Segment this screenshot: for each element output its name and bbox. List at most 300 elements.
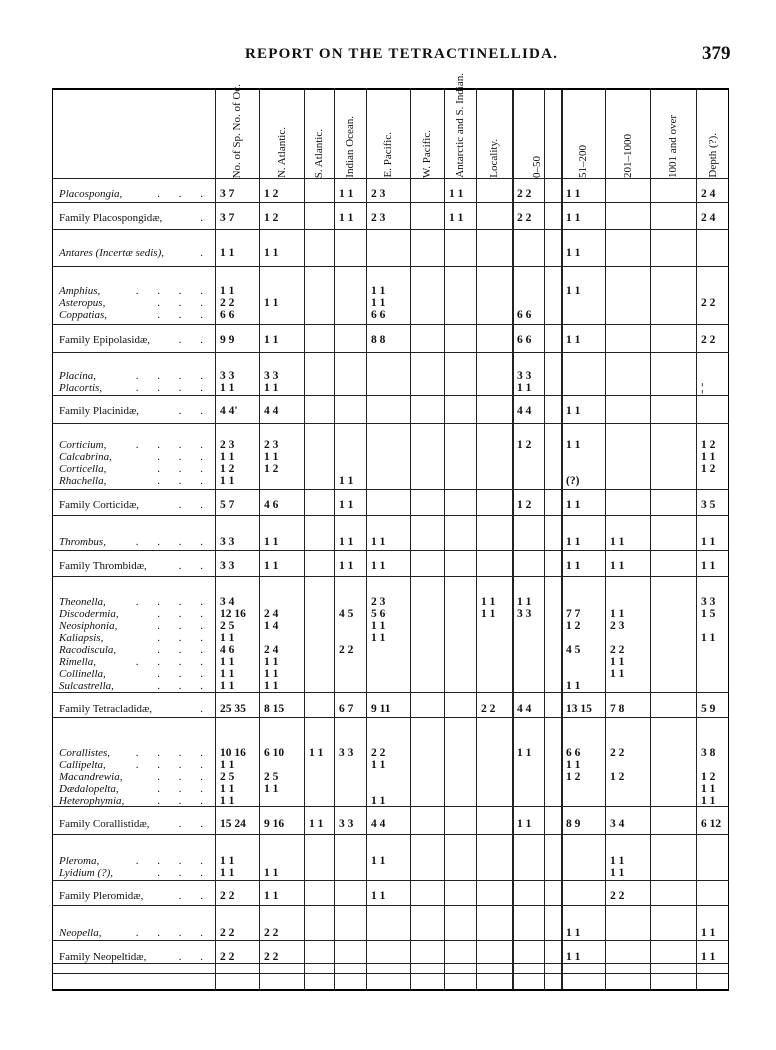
- row-rule: [53, 515, 729, 516]
- table-cell: 1 1: [371, 855, 386, 867]
- table-cell: 1 1: [371, 560, 386, 572]
- table-cell: 3 3: [220, 560, 235, 572]
- table-cell: 1 2: [610, 771, 625, 783]
- table-cell: 4 4: [371, 818, 386, 830]
- row-rule: [53, 395, 729, 396]
- row-rule: [53, 834, 729, 835]
- table-cell: 1 2: [517, 499, 532, 511]
- table-cell: 1 2: [264, 212, 279, 224]
- table-cell: 1 1: [264, 867, 279, 879]
- leader-dots: . . .: [157, 632, 211, 644]
- table-cell: 1 1: [264, 668, 279, 680]
- table-cell: 2 3: [371, 596, 386, 608]
- table-cell: 2 2: [517, 188, 532, 200]
- leader-dots: . . .: [157, 668, 211, 680]
- table-cell: 6 6: [220, 309, 235, 321]
- table-cell: 9 11: [371, 703, 391, 715]
- table-cell: 1 1: [309, 818, 324, 830]
- table-cell: 1 1: [566, 759, 581, 771]
- column-header: [512, 90, 561, 178]
- table-cell: 1 1: [701, 560, 716, 572]
- row-rule: [53, 717, 729, 718]
- row-label: Macandrewia,: [59, 771, 123, 783]
- table-cell: 9 16: [264, 818, 285, 830]
- table-cell: 4 4': [220, 405, 238, 417]
- table-cell: 1 1: [339, 499, 354, 511]
- row-label: Collinella,: [59, 668, 106, 680]
- table-cell: 8 8: [371, 334, 386, 346]
- table-cell: 1 1: [220, 247, 235, 259]
- table-cell: 1 1: [566, 334, 581, 346]
- column-header: [696, 90, 729, 178]
- row-label: Calcabrina,: [59, 451, 112, 463]
- column-header-label: Antarctic and S. Indian.: [454, 73, 466, 178]
- row-label: Racodiscula,: [59, 644, 117, 656]
- table-cell: 2 5: [264, 771, 279, 783]
- header-rule: [53, 178, 729, 179]
- table-cell: 2 2: [701, 334, 716, 346]
- leader-dots: . . .: [157, 680, 211, 692]
- table-cell: 5 9: [701, 703, 716, 715]
- row-label: Family Corticidæ,: [59, 499, 140, 511]
- table-cell: 1 1: [517, 818, 532, 830]
- table-cell: 2 2: [610, 890, 625, 902]
- table-cell: 1 1: [701, 951, 716, 963]
- row-label: Placortis,: [59, 382, 103, 394]
- leader-dots: . .: [178, 560, 211, 572]
- row-label: Antares (Incertæ sedis),: [59, 247, 164, 259]
- table-cell: 9 9: [220, 334, 235, 346]
- table-cell: 1 1: [264, 334, 279, 346]
- table-cell: 1 2: [517, 439, 532, 451]
- table-cell: 2 2: [220, 297, 235, 309]
- family-row: [53, 334, 729, 347]
- table-cell: 1 2: [264, 188, 279, 200]
- table-cell: 1 1: [566, 212, 581, 224]
- table-cell: 15 24: [220, 818, 246, 830]
- table-cell: 1 1: [566, 536, 581, 548]
- row-rule: [53, 576, 729, 577]
- table-cell: 2 3: [371, 212, 386, 224]
- row-rule: [53, 940, 729, 941]
- leader-dots: . . . .: [135, 536, 211, 548]
- row-rule: [53, 905, 729, 906]
- table-cell: 10 16: [220, 747, 246, 759]
- table-cell: 3 3: [701, 596, 716, 608]
- table-cell: 3 3: [220, 536, 235, 548]
- table-cell: 1 1: [309, 747, 324, 759]
- column-header: [366, 90, 410, 178]
- table-cell: 1 1: [371, 285, 386, 297]
- table-cell: 1 2: [220, 463, 235, 475]
- table-cell: 1 1: [339, 188, 354, 200]
- row-rule: [53, 423, 729, 424]
- table-cell: 3 3: [517, 608, 532, 620]
- table-cell: 1 1: [220, 680, 235, 692]
- table-cell: 1 1: [371, 795, 386, 807]
- genus-row: [53, 382, 729, 395]
- table-cell: 2 2: [220, 890, 235, 902]
- table-cell: 1 1: [371, 536, 386, 548]
- genus-row: [53, 795, 729, 808]
- row-label: Lyidium (?),: [59, 867, 114, 879]
- table-cell: 2 2: [220, 927, 235, 939]
- leader-dots: .: [200, 247, 211, 259]
- table-cell: 3 3: [220, 370, 235, 382]
- table-cell: 1 1: [339, 536, 354, 548]
- leader-dots: . .: [178, 334, 211, 346]
- table-cell: 1 1: [566, 439, 581, 451]
- table-cell: 1 1: [701, 783, 716, 795]
- leader-dots: . . .: [157, 620, 211, 632]
- table-cell: 1 1: [264, 382, 279, 394]
- row-label: Sulcastrella,: [59, 680, 114, 692]
- table-cell: 6 6: [371, 309, 386, 321]
- table-cell: 2 3: [220, 439, 235, 451]
- table-cell: 1 1: [220, 759, 235, 771]
- row-label: Theonella,: [59, 596, 106, 608]
- table-cell: 13 15: [566, 703, 592, 715]
- row-label: Family Placinidæ,: [59, 405, 140, 417]
- table-cell: 1 1: [264, 536, 279, 548]
- row-label: Discodermia,: [59, 608, 119, 620]
- table-cell: 1 1: [701, 632, 716, 644]
- row-label: Neosiphonia,: [59, 620, 118, 632]
- table-cell: ¦: [701, 382, 704, 394]
- table-cell: 2 2: [701, 297, 716, 309]
- table-cell: 1 1: [566, 560, 581, 572]
- table-cell: 1 1: [701, 451, 716, 463]
- table-cell: 3 3: [264, 370, 279, 382]
- column-header: [334, 90, 366, 178]
- row-label: Callipelta,: [59, 759, 106, 771]
- leader-dots: . .: [178, 890, 211, 902]
- table-cell: 1 1: [220, 783, 235, 795]
- row-label: Family Tetracladidæ,: [59, 703, 153, 715]
- table-cell: 1 4: [264, 620, 279, 632]
- table-cell: 2 4: [701, 212, 716, 224]
- table-cell: 1 1: [610, 608, 625, 620]
- leader-dots: . . . .: [135, 596, 211, 608]
- table-cell: 1 1: [517, 596, 532, 608]
- row-label: Dædalopelta,: [59, 783, 119, 795]
- table-cell: 1 1: [517, 382, 532, 394]
- table-cell: 6 10: [264, 747, 285, 759]
- column-header-label: 201–1000: [621, 134, 634, 178]
- table-cell: 1 1: [339, 475, 354, 487]
- row-label: Family Pleromidæ,: [59, 890, 144, 902]
- row-label: Corticium,: [59, 439, 107, 451]
- row-label: Family Neopeltidæ,: [59, 951, 147, 963]
- leader-dots: . . .: [157, 451, 211, 463]
- table-cell: 5 7: [220, 499, 235, 511]
- table-cell: 1 1: [220, 867, 235, 879]
- table-cell: 4 4: [517, 703, 532, 715]
- column-header-label: No. of Sp. No. of Oc.: [231, 83, 243, 178]
- table-cell: 2 3: [264, 439, 279, 451]
- table-cell: 1 1: [220, 382, 235, 394]
- row-rule: [53, 489, 729, 490]
- table-cell: 1 1: [566, 188, 581, 200]
- column-header: [444, 73, 476, 178]
- table-cell: 1 1: [701, 795, 716, 807]
- row-label: Corallistes,: [59, 747, 111, 759]
- table-cell: 1 1: [264, 680, 279, 692]
- leader-dots: . . . .: [135, 656, 211, 668]
- table-cell: 25 35: [220, 703, 246, 715]
- table-cell: 1 1: [566, 927, 581, 939]
- table-cell: 2 3: [371, 188, 386, 200]
- table-cell: 1 1: [220, 855, 235, 867]
- row-label: Asteropus,: [59, 297, 106, 309]
- row-label: Rhachella,: [59, 475, 107, 487]
- genus-row: [53, 247, 729, 260]
- row-label: Kaliapsis,: [59, 632, 104, 644]
- table-cell: 2 2: [371, 747, 386, 759]
- table-cell: 6 6: [517, 334, 532, 346]
- table-cell: 3 5: [701, 499, 716, 511]
- table-cell: 7 8: [610, 703, 625, 715]
- leader-dots: . . . .: [135, 855, 211, 867]
- table-cell: 1 1: [566, 285, 581, 297]
- column-header-label: W. Pacific.: [421, 129, 433, 178]
- row-label: Family Placospongidæ,: [59, 212, 163, 224]
- leader-dots: . . . .: [135, 382, 211, 394]
- leader-dots: . . .: [157, 475, 211, 487]
- running-header: [0, 43, 776, 68]
- leader-dots: . . .: [157, 309, 211, 321]
- table-cell: 3 4: [610, 818, 625, 830]
- table-cell: 4 4: [264, 405, 279, 417]
- table-cell: 1 1: [449, 212, 464, 224]
- column-header: [605, 90, 650, 178]
- table-cell: 1 1: [610, 656, 625, 668]
- page-number: 379: [702, 43, 731, 64]
- table-cell: 1 1: [566, 951, 581, 963]
- table-cell: 1 1: [610, 867, 625, 879]
- table-cell: 1 2: [701, 439, 716, 451]
- table-cell: (?): [566, 475, 580, 487]
- table-cell: 3 7: [220, 212, 235, 224]
- leader-dots: . . . .: [135, 927, 211, 939]
- column-header: [215, 83, 259, 178]
- column-header-label: E. Pacific.: [382, 132, 394, 178]
- table-cell: 3 7: [220, 188, 235, 200]
- distribution-table: [52, 73, 729, 991]
- table-cell: 1 1: [339, 212, 354, 224]
- leader-dots: . . .: [157, 783, 211, 795]
- table-cell: 1 1: [220, 285, 235, 297]
- row-label: Corticella,: [59, 463, 107, 475]
- table-cell: 4 6: [220, 644, 235, 656]
- leader-dots: . . .: [157, 644, 211, 656]
- row-rule: [53, 973, 729, 974]
- leader-dots: . . . .: [135, 747, 211, 759]
- table-cell: 1 2: [264, 463, 279, 475]
- table-cell: 3 3: [517, 370, 532, 382]
- leader-dots: . . .: [157, 867, 211, 879]
- leader-dots: . . .: [157, 188, 211, 200]
- table-cell: 2 2: [517, 212, 532, 224]
- column-header: [410, 90, 444, 178]
- table-cell: 1 1: [610, 668, 625, 680]
- table-cell: 1 1: [264, 560, 279, 572]
- table-cell: 2 2: [220, 951, 235, 963]
- column-header-label: N. Atlantic.: [275, 126, 288, 178]
- table-cell: 4 4: [517, 405, 532, 417]
- leader-dots: . .: [178, 499, 211, 511]
- table-cell: 1 2: [566, 771, 581, 783]
- table-cell: 1 1: [610, 855, 625, 867]
- genus-row: [53, 680, 729, 693]
- table-cell: 1 1: [371, 297, 386, 309]
- leader-dots: . . .: [157, 297, 211, 309]
- table-cell: 2 2: [481, 703, 496, 715]
- table-cell: 1 1: [220, 451, 235, 463]
- table-cell: 2 4: [264, 644, 279, 656]
- leader-dots: . . .: [157, 608, 211, 620]
- table-cell: 6 6: [566, 747, 581, 759]
- leader-dots: . .: [178, 951, 211, 963]
- table-cell: 8 9: [566, 818, 581, 830]
- leader-dots: . . . .: [135, 285, 211, 297]
- leader-dots: . . . .: [135, 439, 211, 451]
- row-label: Thrombus,: [59, 536, 106, 548]
- family-row: [53, 703, 729, 716]
- column-header-label: 1001 and over: [667, 115, 679, 178]
- genus-row: [53, 867, 729, 880]
- family-row: [53, 818, 729, 831]
- table-cell: 2 3: [610, 620, 625, 632]
- table-cell: 2 5: [220, 620, 235, 632]
- genus-row: [53, 475, 729, 488]
- table-cell: 1 1: [264, 451, 279, 463]
- leader-dots: . .: [178, 405, 211, 417]
- table-cell: 4 5: [566, 644, 581, 656]
- table-cell: 1 1: [517, 747, 532, 759]
- table-cell: 2 2: [339, 644, 354, 656]
- table-cell: 6 6: [517, 309, 532, 321]
- genus-row: [53, 536, 729, 549]
- column-header-label: Depth (?).: [706, 133, 719, 178]
- table-cell: 1 1: [264, 297, 279, 309]
- table-cell: 5 6: [371, 608, 386, 620]
- table-cell: 1 1: [371, 632, 386, 644]
- table-cell: 2 2: [264, 951, 279, 963]
- table-cell: 2 2: [610, 644, 625, 656]
- row-label: Family Corallistidæ,: [59, 818, 150, 830]
- row-label: Family Epipolasidæ,: [59, 334, 151, 346]
- table-cell: 4 6: [264, 499, 279, 511]
- family-row: [53, 212, 729, 225]
- leader-dots: .: [200, 703, 211, 715]
- genus-row: [53, 927, 729, 940]
- column-header: [304, 90, 334, 178]
- table-cell: 3 4: [220, 596, 235, 608]
- page-title: REPORT ON THE TETRACTINELLIDA.: [245, 46, 559, 62]
- table-cell: 1 1: [339, 560, 354, 572]
- table-cell: 2 2: [610, 747, 625, 759]
- column-header: [561, 90, 605, 178]
- family-row: [53, 560, 729, 573]
- table-cell: 3 3: [339, 747, 354, 759]
- table-cell: 8 15: [264, 703, 285, 715]
- row-rule: [53, 880, 729, 881]
- row-rule: [53, 550, 729, 551]
- table-cell: 1 1: [264, 247, 279, 259]
- column-header-label: Locality.: [488, 139, 500, 178]
- table-cell: 1 1: [566, 247, 581, 259]
- table-cell: 1 1: [610, 560, 625, 572]
- table-cell: 1 5: [701, 608, 716, 620]
- row-label: Placina,: [59, 370, 96, 382]
- leader-dots: . .: [178, 818, 211, 830]
- column-header: [259, 90, 304, 178]
- column-header-label: Indian Ocean.: [344, 116, 356, 178]
- row-label: Amphius,: [59, 285, 101, 297]
- table-cell: 2 4: [264, 608, 279, 620]
- leader-dots: . . .: [157, 795, 211, 807]
- table-cell: 1 1: [264, 783, 279, 795]
- table-cell: 1 1: [481, 608, 496, 620]
- table-cell: 6 7: [339, 703, 354, 715]
- row-rule: [53, 202, 729, 203]
- table-cell: 4 5: [339, 608, 354, 620]
- leader-dots: . . . .: [135, 370, 211, 382]
- genus-row: [53, 188, 729, 201]
- column-header: [476, 90, 512, 178]
- table-cell: 1 1: [264, 890, 279, 902]
- row-label: Pleroma,: [59, 855, 100, 867]
- table-cell: 1 1: [220, 656, 235, 668]
- table-cell: 1 1: [220, 795, 235, 807]
- table-cell: 2 4: [701, 188, 716, 200]
- leader-dots: . . .: [157, 463, 211, 475]
- table-cell: 6 12: [701, 818, 722, 830]
- table-cell: 1 1: [566, 680, 581, 692]
- table-cell: 7 7: [566, 608, 581, 620]
- table-cell: 12 16: [220, 608, 246, 620]
- family-row: [53, 890, 729, 903]
- row-rule: [53, 352, 729, 353]
- table-cell: 1 1: [220, 632, 235, 644]
- table-cell: 1 1: [481, 596, 496, 608]
- table-cell: 1 1: [371, 759, 386, 771]
- table-cell: 1 1: [701, 536, 716, 548]
- table-cell: 2 5: [220, 771, 235, 783]
- family-row: [53, 405, 729, 418]
- row-label: Coppatias,: [59, 309, 107, 321]
- row-label: Neopella,: [59, 927, 102, 939]
- table-cell: 1 1: [220, 668, 235, 680]
- table-cell: 2 2: [264, 927, 279, 939]
- row-label: Family Thrombidæ,: [59, 560, 147, 572]
- row-rule: [53, 266, 729, 267]
- row-label: Heterophymia,: [59, 795, 125, 807]
- table-cell: 1 2: [701, 771, 716, 783]
- column-header-label: 0–50: [530, 156, 543, 178]
- table-cell: 1 1: [566, 405, 581, 417]
- row-rule: [53, 324, 729, 325]
- table-cell: 1 2: [566, 620, 581, 632]
- table-cell: 1 1: [264, 656, 279, 668]
- leader-dots: .: [200, 212, 211, 224]
- table-cell: 1 1: [449, 188, 464, 200]
- table-cell: 1 1: [371, 620, 386, 632]
- leader-dots: . . .: [157, 771, 211, 783]
- table-cell: 3 3: [339, 818, 354, 830]
- table-cell: 1 1: [566, 499, 581, 511]
